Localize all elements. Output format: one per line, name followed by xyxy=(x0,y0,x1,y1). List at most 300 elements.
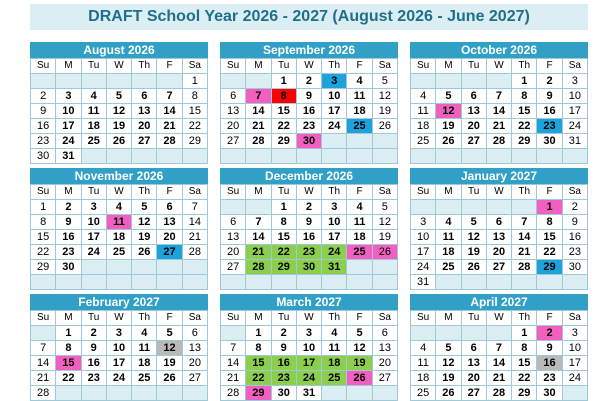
empty-cell xyxy=(56,386,81,401)
empty-cell xyxy=(512,275,537,290)
weekday-label: Tu xyxy=(271,59,296,74)
week-row xyxy=(411,200,588,215)
empty-cell xyxy=(182,149,207,164)
day-cell: 25 xyxy=(411,386,436,401)
empty-cell xyxy=(31,74,56,89)
empty-cell xyxy=(486,326,511,341)
day-cell: 29 xyxy=(246,386,271,401)
empty-cell xyxy=(562,386,587,401)
day-cell: 17 xyxy=(322,104,347,119)
day-cell: 4 xyxy=(347,74,372,89)
day-cell: 9 xyxy=(562,215,587,230)
day-cell: 8 xyxy=(246,341,271,356)
weekday-label: Th xyxy=(322,311,347,326)
weekday-label: Tu xyxy=(271,185,296,200)
week-row xyxy=(221,356,398,371)
day-cell: 23 xyxy=(31,134,56,149)
day-cell: 12 xyxy=(372,89,397,104)
day-cell: 21 xyxy=(182,230,207,245)
day-cell: 24 xyxy=(322,119,347,134)
empty-cell xyxy=(271,275,296,290)
day-cell: 22 xyxy=(31,245,56,260)
week-row xyxy=(411,386,588,401)
day-cell: 21 xyxy=(31,371,56,386)
day-cell: 16 xyxy=(271,356,296,371)
empty-cell xyxy=(221,326,246,341)
day-cell: 22 xyxy=(537,245,562,260)
weekday-label: W xyxy=(106,311,131,326)
day-cell: 19 xyxy=(436,119,461,134)
day-cell: 25 xyxy=(347,245,372,260)
weekday-label: Tu xyxy=(81,185,106,200)
day-cell: 5 xyxy=(436,341,461,356)
day-cell: 6 xyxy=(221,215,246,230)
day-cell: 26 xyxy=(436,386,461,401)
month-title: September 2026 xyxy=(220,42,398,58)
day-cell: 25 xyxy=(347,119,372,134)
day-cell: 30 xyxy=(271,386,296,401)
empty-cell xyxy=(486,74,511,89)
day-cell: 16 xyxy=(31,119,56,134)
day-cell: 25 xyxy=(436,260,461,275)
month-title: February 2027 xyxy=(30,294,208,310)
day-cell: 7 xyxy=(182,200,207,215)
day-cell: 29 xyxy=(271,260,296,275)
empty-cell xyxy=(562,149,587,164)
day-cell: 2 xyxy=(537,326,562,341)
week-row xyxy=(221,104,398,119)
day-cell: 16 xyxy=(296,104,321,119)
empty-cell xyxy=(221,200,246,215)
day-cell: 13 xyxy=(182,341,207,356)
day-cell: 1 xyxy=(512,326,537,341)
day-cell: 13 xyxy=(132,104,157,119)
day-cell: 19 xyxy=(157,356,182,371)
day-cell: 2 xyxy=(271,326,296,341)
empty-cell xyxy=(81,275,106,290)
weekday-label: M xyxy=(436,185,461,200)
day-cell: 13 xyxy=(372,341,397,356)
day-cell: 25 xyxy=(132,371,157,386)
day-cell: 20 xyxy=(221,119,246,134)
month-grid xyxy=(30,184,208,290)
day-cell: 8 xyxy=(271,215,296,230)
week-row xyxy=(31,356,208,371)
day-cell: 2 xyxy=(56,200,81,215)
day-cell: 8 xyxy=(31,215,56,230)
day-cell: 26 xyxy=(372,245,397,260)
day-cell: 6 xyxy=(461,89,486,104)
day-cell: 7 xyxy=(221,341,246,356)
weekday-label: Su xyxy=(411,59,436,74)
day-cell: 18 xyxy=(411,371,436,386)
day-cell: 23 xyxy=(562,245,587,260)
empty-cell xyxy=(246,200,271,215)
weekday-label: Su xyxy=(221,311,246,326)
week-row xyxy=(31,341,208,356)
empty-cell xyxy=(322,134,347,149)
empty-cell xyxy=(461,200,486,215)
week-row xyxy=(221,119,398,134)
day-cell: 13 xyxy=(221,104,246,119)
month-grid xyxy=(30,58,208,164)
empty-cell xyxy=(246,149,271,164)
weekday-label: F xyxy=(157,59,182,74)
weekday-label: Tu xyxy=(461,185,486,200)
day-cell: 25 xyxy=(411,134,436,149)
empty-cell xyxy=(157,149,182,164)
weekday-label: M xyxy=(56,311,81,326)
day-cell: 9 xyxy=(31,104,56,119)
empty-cell xyxy=(347,134,372,149)
empty-cell xyxy=(271,149,296,164)
day-cell: 1 xyxy=(537,200,562,215)
month-title: April 2027 xyxy=(410,294,588,310)
day-cell: 30 xyxy=(562,260,587,275)
day-cell: 23 xyxy=(537,119,562,134)
month-calendar xyxy=(410,168,588,290)
weekday-label: Th xyxy=(322,185,347,200)
day-cell: 16 xyxy=(562,230,587,245)
empty-cell xyxy=(296,275,321,290)
day-cell: 14 xyxy=(246,104,271,119)
weekday-label: M xyxy=(56,185,81,200)
empty-cell xyxy=(81,74,106,89)
day-cell: 18 xyxy=(411,119,436,134)
day-cell: 19 xyxy=(347,356,372,371)
empty-cell xyxy=(411,200,436,215)
day-cell: 1 xyxy=(246,326,271,341)
day-cell: 9 xyxy=(81,341,106,356)
week-row xyxy=(221,275,398,290)
weekday-label: Th xyxy=(132,59,157,74)
day-cell: 4 xyxy=(322,326,347,341)
week-row xyxy=(221,326,398,341)
week-row xyxy=(221,134,398,149)
month-grid xyxy=(220,310,398,401)
empty-cell xyxy=(537,275,562,290)
day-cell: 10 xyxy=(562,341,587,356)
day-cell: 18 xyxy=(347,104,372,119)
weekday-label: Sa xyxy=(182,185,207,200)
day-cell: 12 xyxy=(106,104,131,119)
empty-cell xyxy=(372,386,397,401)
day-cell: 14 xyxy=(512,230,537,245)
week-row xyxy=(411,245,588,260)
day-cell: 3 xyxy=(322,200,347,215)
day-cell: 19 xyxy=(106,119,131,134)
day-cell: 3 xyxy=(81,200,106,215)
day-cell: 14 xyxy=(182,215,207,230)
month-calendar xyxy=(220,42,398,164)
weekday-label: Su xyxy=(221,59,246,74)
week-row xyxy=(31,260,208,275)
day-cell: 4 xyxy=(132,326,157,341)
week-row xyxy=(221,149,398,164)
empty-cell xyxy=(347,386,372,401)
week-row xyxy=(411,341,588,356)
empty-cell xyxy=(157,260,182,275)
day-cell: 27 xyxy=(372,371,397,386)
weekday-label: Sa xyxy=(372,185,397,200)
day-cell: 11 xyxy=(322,341,347,356)
day-cell: 16 xyxy=(56,230,81,245)
weekday-label: W xyxy=(106,185,131,200)
empty-cell xyxy=(106,386,131,401)
week-row xyxy=(221,74,398,89)
week-row xyxy=(31,215,208,230)
day-cell: 20 xyxy=(157,230,182,245)
day-cell: 18 xyxy=(106,230,131,245)
empty-cell xyxy=(512,200,537,215)
empty-cell xyxy=(372,275,397,290)
day-cell: 13 xyxy=(157,215,182,230)
empty-cell xyxy=(81,386,106,401)
empty-cell xyxy=(157,275,182,290)
day-cell: 14 xyxy=(486,356,511,371)
day-cell: 15 xyxy=(271,230,296,245)
day-cell: 30 xyxy=(56,260,81,275)
empty-cell xyxy=(322,275,347,290)
empty-cell xyxy=(157,386,182,401)
day-cell: 11 xyxy=(436,230,461,245)
day-cell: 4 xyxy=(411,89,436,104)
day-cell: 1 xyxy=(271,74,296,89)
day-cell: 24 xyxy=(56,134,81,149)
week-row xyxy=(411,104,588,119)
day-cell: 13 xyxy=(486,230,511,245)
week-row xyxy=(411,149,588,164)
weekday-label: F xyxy=(347,59,372,74)
day-cell: 31 xyxy=(296,386,321,401)
empty-cell xyxy=(182,260,207,275)
day-cell: 24 xyxy=(322,245,347,260)
empty-cell xyxy=(132,260,157,275)
month-calendar xyxy=(220,294,398,401)
weekday-label: Tu xyxy=(461,59,486,74)
day-cell: 3 xyxy=(562,74,587,89)
week-row xyxy=(221,386,398,401)
weekday-label: Tu xyxy=(81,59,106,74)
month-calendar xyxy=(410,294,588,401)
week-row xyxy=(31,371,208,386)
day-cell: 8 xyxy=(182,89,207,104)
day-cell: 11 xyxy=(347,215,372,230)
day-cell: 29 xyxy=(271,134,296,149)
weekday-label: F xyxy=(537,185,562,200)
day-cell: 28 xyxy=(246,260,271,275)
day-cell: 18 xyxy=(436,245,461,260)
empty-cell xyxy=(221,275,246,290)
week-row xyxy=(221,341,398,356)
day-cell: 26 xyxy=(157,371,182,386)
day-cell: 31 xyxy=(56,149,81,164)
day-cell: 23 xyxy=(56,245,81,260)
day-cell: 30 xyxy=(537,134,562,149)
day-cell: 17 xyxy=(81,230,106,245)
day-cell: 15 xyxy=(271,104,296,119)
weekday-label: M xyxy=(56,59,81,74)
day-cell: 7 xyxy=(31,341,56,356)
day-cell: 10 xyxy=(411,230,436,245)
day-cell: 26 xyxy=(461,260,486,275)
day-cell: 28 xyxy=(512,260,537,275)
day-cell: 14 xyxy=(157,104,182,119)
empty-cell xyxy=(512,149,537,164)
day-cell: 26 xyxy=(372,119,397,134)
day-cell: 2 xyxy=(296,74,321,89)
day-cell: 27 xyxy=(182,371,207,386)
day-cell: 11 xyxy=(411,104,436,119)
day-cell: 12 xyxy=(347,341,372,356)
empty-cell xyxy=(31,326,56,341)
day-cell: 14 xyxy=(246,230,271,245)
day-cell: 5 xyxy=(436,89,461,104)
week-row xyxy=(31,134,208,149)
week-row xyxy=(411,74,588,89)
day-cell: 28 xyxy=(157,134,182,149)
day-cell: 1 xyxy=(31,200,56,215)
day-cell: 17 xyxy=(296,356,321,371)
day-cell: 29 xyxy=(537,260,562,275)
empty-cell xyxy=(322,149,347,164)
weekday-label: W xyxy=(486,311,511,326)
day-cell: 25 xyxy=(322,371,347,386)
weekday-label: Su xyxy=(31,185,56,200)
empty-cell xyxy=(436,275,461,290)
day-cell: 8 xyxy=(271,89,296,104)
day-cell: 25 xyxy=(81,134,106,149)
empty-cell xyxy=(486,149,511,164)
weekday-label: W xyxy=(106,59,131,74)
day-cell: 25 xyxy=(106,245,131,260)
day-cell: 10 xyxy=(562,89,587,104)
day-cell: 1 xyxy=(182,74,207,89)
day-cell: 7 xyxy=(512,215,537,230)
empty-cell xyxy=(436,326,461,341)
day-cell: 27 xyxy=(157,245,182,260)
empty-cell xyxy=(411,74,436,89)
empty-cell xyxy=(182,386,207,401)
week-row xyxy=(221,230,398,245)
day-cell: 16 xyxy=(537,104,562,119)
week-row xyxy=(31,89,208,104)
empty-cell xyxy=(372,134,397,149)
day-cell: 3 xyxy=(56,89,81,104)
week-row xyxy=(411,371,588,386)
day-cell: 26 xyxy=(436,134,461,149)
day-cell: 28 xyxy=(182,245,207,260)
page-title: DRAFT School Year 2026 - 2027 (August 2026 - June 2027) xyxy=(30,4,588,30)
weekday-label: Th xyxy=(512,311,537,326)
month-calendar xyxy=(220,168,398,290)
day-cell: 20 xyxy=(182,356,207,371)
weekday-label: Tu xyxy=(271,311,296,326)
day-cell: 4 xyxy=(436,215,461,230)
empty-cell xyxy=(81,260,106,275)
day-cell: 22 xyxy=(271,119,296,134)
empty-cell xyxy=(436,74,461,89)
week-row xyxy=(31,74,208,89)
day-cell: 20 xyxy=(486,245,511,260)
day-cell: 9 xyxy=(537,341,562,356)
month-title: October 2026 xyxy=(410,42,588,58)
day-cell: 7 xyxy=(486,341,511,356)
empty-cell xyxy=(221,149,246,164)
day-cell: 12 xyxy=(157,341,182,356)
day-cell: 20 xyxy=(461,371,486,386)
day-cell: 3 xyxy=(562,326,587,341)
day-cell: 13 xyxy=(221,230,246,245)
empty-cell xyxy=(436,149,461,164)
weekday-label: Su xyxy=(411,185,436,200)
day-cell: 6 xyxy=(486,215,511,230)
day-cell: 21 xyxy=(246,245,271,260)
empty-cell xyxy=(246,275,271,290)
week-row xyxy=(411,326,588,341)
week-row xyxy=(411,260,588,275)
day-cell: 9 xyxy=(537,89,562,104)
day-cell: 21 xyxy=(486,119,511,134)
weekday-label: W xyxy=(486,185,511,200)
weekday-label: Su xyxy=(31,311,56,326)
week-row xyxy=(411,275,588,290)
weekday-label: Sa xyxy=(372,59,397,74)
day-cell: 14 xyxy=(221,356,246,371)
weekday-label: Sa xyxy=(562,311,587,326)
day-cell: 28 xyxy=(246,134,271,149)
weekday-label: W xyxy=(296,59,321,74)
empty-cell xyxy=(411,326,436,341)
day-cell: 8 xyxy=(537,215,562,230)
empty-cell xyxy=(56,74,81,89)
month-grid xyxy=(220,58,398,164)
weekday-label: F xyxy=(157,185,182,200)
day-cell: 6 xyxy=(221,89,246,104)
day-cell: 20 xyxy=(221,245,246,260)
month-grid xyxy=(410,58,588,164)
day-cell: 22 xyxy=(246,371,271,386)
day-cell: 4 xyxy=(411,341,436,356)
empty-cell xyxy=(322,386,347,401)
day-cell: 28 xyxy=(486,134,511,149)
empty-cell xyxy=(132,74,157,89)
day-cell: 28 xyxy=(221,386,246,401)
month-calendar xyxy=(30,168,208,290)
empty-cell xyxy=(461,326,486,341)
day-cell: 4 xyxy=(81,89,106,104)
weekday-label: Sa xyxy=(182,311,207,326)
day-cell: 29 xyxy=(31,260,56,275)
day-cell: 23 xyxy=(296,119,321,134)
day-cell: 24 xyxy=(562,371,587,386)
day-cell: 12 xyxy=(461,230,486,245)
day-cell: 27 xyxy=(461,386,486,401)
day-cell: 4 xyxy=(347,200,372,215)
weekday-label: W xyxy=(486,59,511,74)
empty-cell xyxy=(81,149,106,164)
week-row xyxy=(411,134,588,149)
day-cell: 12 xyxy=(372,215,397,230)
day-cell: 8 xyxy=(512,89,537,104)
day-cell: 23 xyxy=(537,371,562,386)
week-row xyxy=(31,245,208,260)
day-cell: 24 xyxy=(296,371,321,386)
day-cell: 3 xyxy=(411,215,436,230)
day-cell: 30 xyxy=(296,134,321,149)
empty-cell xyxy=(221,74,246,89)
weekday-label: Sa xyxy=(182,59,207,74)
